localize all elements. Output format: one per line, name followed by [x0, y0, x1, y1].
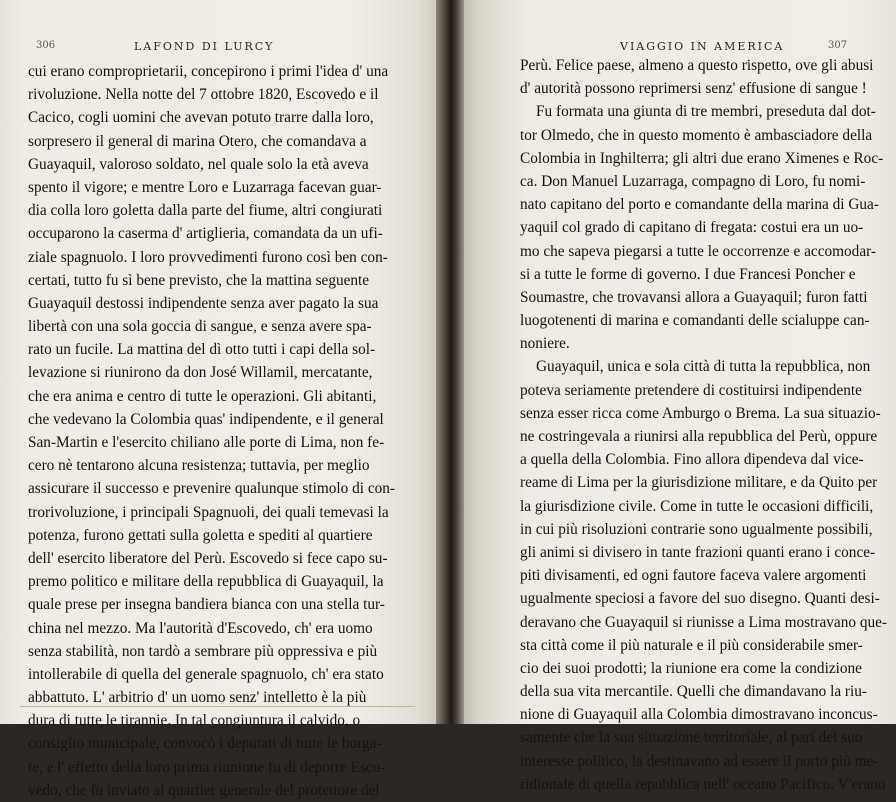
text-line: rato un fucile. La mattina del dì otto tutti i capi della sol- — [28, 341, 376, 359]
text-line: premo politico e militare della repubblica di Guayaquil, la — [28, 573, 384, 591]
text-line: senza esser ricca come Amburgo o Brema. La sua situazio- — [520, 404, 881, 422]
text-line: reame di Lima per la giurisdizione militare, e da Quito per — [520, 474, 878, 492]
text-line: mo che sapeva piegarsi a tutte le occorrenze e accomodar- — [520, 242, 877, 260]
text-line: ca. Don Manuel Luzarraga, compagno di Loro, fu nomi- — [520, 172, 866, 190]
text-line: cero nè tentarono alcuna resistenza; tuttavia, per meglio — [28, 457, 370, 475]
text-line: levazione si riunirono da don José Willamil, mercatante, — [28, 364, 373, 382]
text-line: interesse politico, la destinavano ad essere il porto più me- — [520, 752, 879, 770]
text-line: ugualmente speciosi a favore del suo disegno. Quanti desi- — [520, 590, 880, 608]
running-head-left: LAFOND DI LURCY — [134, 40, 275, 53]
text-line: gli animi si divisero in tante frazioni quanti erano i conce- — [520, 543, 876, 561]
text-line: intollerabile di quella del generale spagnuolo, ch' era stato — [28, 665, 384, 683]
text-line: a quella della Colombia. Fino allora dipendeva dal vice- — [520, 451, 864, 469]
text-line: San-Martin e l'esercito chiliano alle porte di Lima, non fe- — [28, 434, 385, 451]
running-head-right: VIAGGIO IN AMERICA — [620, 40, 785, 53]
text-line: yaquil col grado di capitano di fregata: costui era un uo- — [520, 219, 864, 237]
text-line: quale prese per insegna bandiera bianca con una stella tur- — [28, 596, 385, 614]
text-line: Soumastre, che trovavansi allora a Guayaquil; furon fatti — [520, 288, 868, 306]
text-line: trorivoluzione, i principali Spagnuoli, dei quali temevasi la — [28, 503, 389, 521]
text-line: Cacico, cogli uomini che avevan potuto trarre dalla loro, — [28, 109, 374, 127]
text-line: vedo, che fu inviato al quartier generale del protettore del — [28, 781, 380, 799]
text-line: poteva seriamente pretendere di costituirsi indipendente — [520, 381, 862, 399]
text-line: spento il vigore; e mentre Loro e Luzarraga facevan guar- — [28, 178, 382, 196]
right-page-text — [520, 54, 887, 796]
text-line: tor Olmedo, che in questo momento è ambasciadore della — [520, 126, 873, 144]
text-line: consiglio municipale, convocò i deputati di tutte le borga- — [28, 735, 382, 753]
page-bottom-edge — [20, 706, 415, 707]
text-line: Perù. Felice paese, almeno a questo rispetto, ove gli abusi — [520, 57, 874, 74]
text-line: libertà con una sola goccia di sangue, e senza avere spa- — [28, 318, 372, 336]
text-line: sta città come il più naturale e il più considerabile smer- — [520, 636, 863, 654]
text-line: noniere. — [520, 335, 570, 353]
text-line: cio dei suoi prodotti; la riunione era come la condizione — [520, 659, 862, 677]
text-line: occuparono la caserma d' artiglieria, comandata da un ufi- — [28, 225, 383, 243]
left-page-text — [28, 60, 395, 802]
text-line: certati, tutto fu sì bene previsto, che la mattina seguente — [28, 271, 370, 289]
text-line: Colombia in Inghilterra; gli altri due erano Ximenes e Roc- — [520, 149, 884, 167]
text-line: dell' esercito liberatore del Perù. Escovedo si fece capo su- — [28, 549, 388, 567]
text-line: la giurisdizione civile. Come in tutte le occasioni difficili, — [520, 497, 874, 515]
text-line: della sua vita mercantile. Quelli che dimandavano la riu- — [520, 683, 868, 701]
text-line: che vedevano la Colombia quas' indipendente, e il general — [28, 410, 384, 428]
text-line: Guayaquil destossi indipendente senza aver pagato la sua — [28, 294, 379, 312]
text-line: senza stabilità, non tardò a sembrare più oppressiva e più — [28, 642, 378, 660]
text-line: Fu formata una giunta di tre membri, preseduta dal dot- — [536, 103, 876, 121]
text-line: si a tutte le forme di governo. I due Francesi Poncher e — [520, 265, 856, 283]
book-gutter — [436, 0, 464, 724]
page-number-left: 306 — [36, 40, 56, 51]
text-line: deravano che Guayaquil si riunisse a Lima mostravano que- — [520, 613, 888, 631]
text-line: ziale spagnuolo. I loro provvedimenti furono così ben con- — [28, 248, 388, 266]
text-line: ne costringevala a riunirsi alla repubblica del Perù, oppure — [520, 428, 878, 445]
text-line: sorpresero il general di marina Otero, che comandava a — [28, 132, 367, 150]
text-line: d' autorità possono reprimersi senz' effusione di sangue ! — [520, 80, 867, 98]
text-line: piti divisamenti, ed ogni fautore faceva valere argomenti — [520, 567, 867, 585]
text-line: china nel mezzo. Ma l'autorità d'Escovedo, ch' era uomo — [28, 619, 373, 637]
text-line: rivoluzione. Nella notte del 7 ottobre 1820, Escovedo e il — [28, 86, 379, 104]
text-line: in cui più risoluzioni contrarie sono ugualmente possibili, — [520, 520, 873, 538]
text-line: luogotenenti di marina e comandanti delle scialuppe can- — [520, 312, 870, 330]
text-line: nato capitano del porto e comandante della marina di Gua- — [520, 196, 879, 214]
text-line: ridionale di quella repubblica nell' oceano Pacifico. V'erano — [520, 775, 886, 793]
text-line: nione di Guayaquil alla Colombia dimostravano inconcus- — [520, 706, 878, 724]
text-line: dura di tutte le tirannie. In tal congiuntura il calvido, o — [28, 712, 361, 730]
text-line: che era anima e centro di tutte le operazioni. Gli abitanti, — [28, 387, 377, 405]
page-number-right: 307 — [828, 40, 848, 51]
text-line: abbattuto. L' arbitrio d' un uomo senz' intelletto è la più — [28, 689, 367, 707]
left-page — [0, 0, 444, 799]
text-line: Guayaquil, valoroso soldato, nel quale solo la età aveva — [28, 155, 369, 173]
text-line: cui erano comproprietarii, concepirono i primi l'idea d' una — [28, 63, 389, 80]
text-line: potenza, furono gettati sulla goletta e spediti al quartiere — [28, 526, 373, 544]
text-line: te, e l' effetto della loro prima riunione fu di deporre Esco- — [28, 758, 386, 776]
text-line: assicurare il successo e prevenire qualunque stimolo di con- — [28, 480, 396, 498]
text-line: samente che la sua situazione territoriale, al pari del suo — [520, 729, 863, 747]
text-line: dia colla loro goletta dalla parte del fiume, altri congiurati — [28, 202, 383, 220]
text-line: Guayaquil, unica e sola città di tutta la repubblica, non — [536, 358, 871, 376]
